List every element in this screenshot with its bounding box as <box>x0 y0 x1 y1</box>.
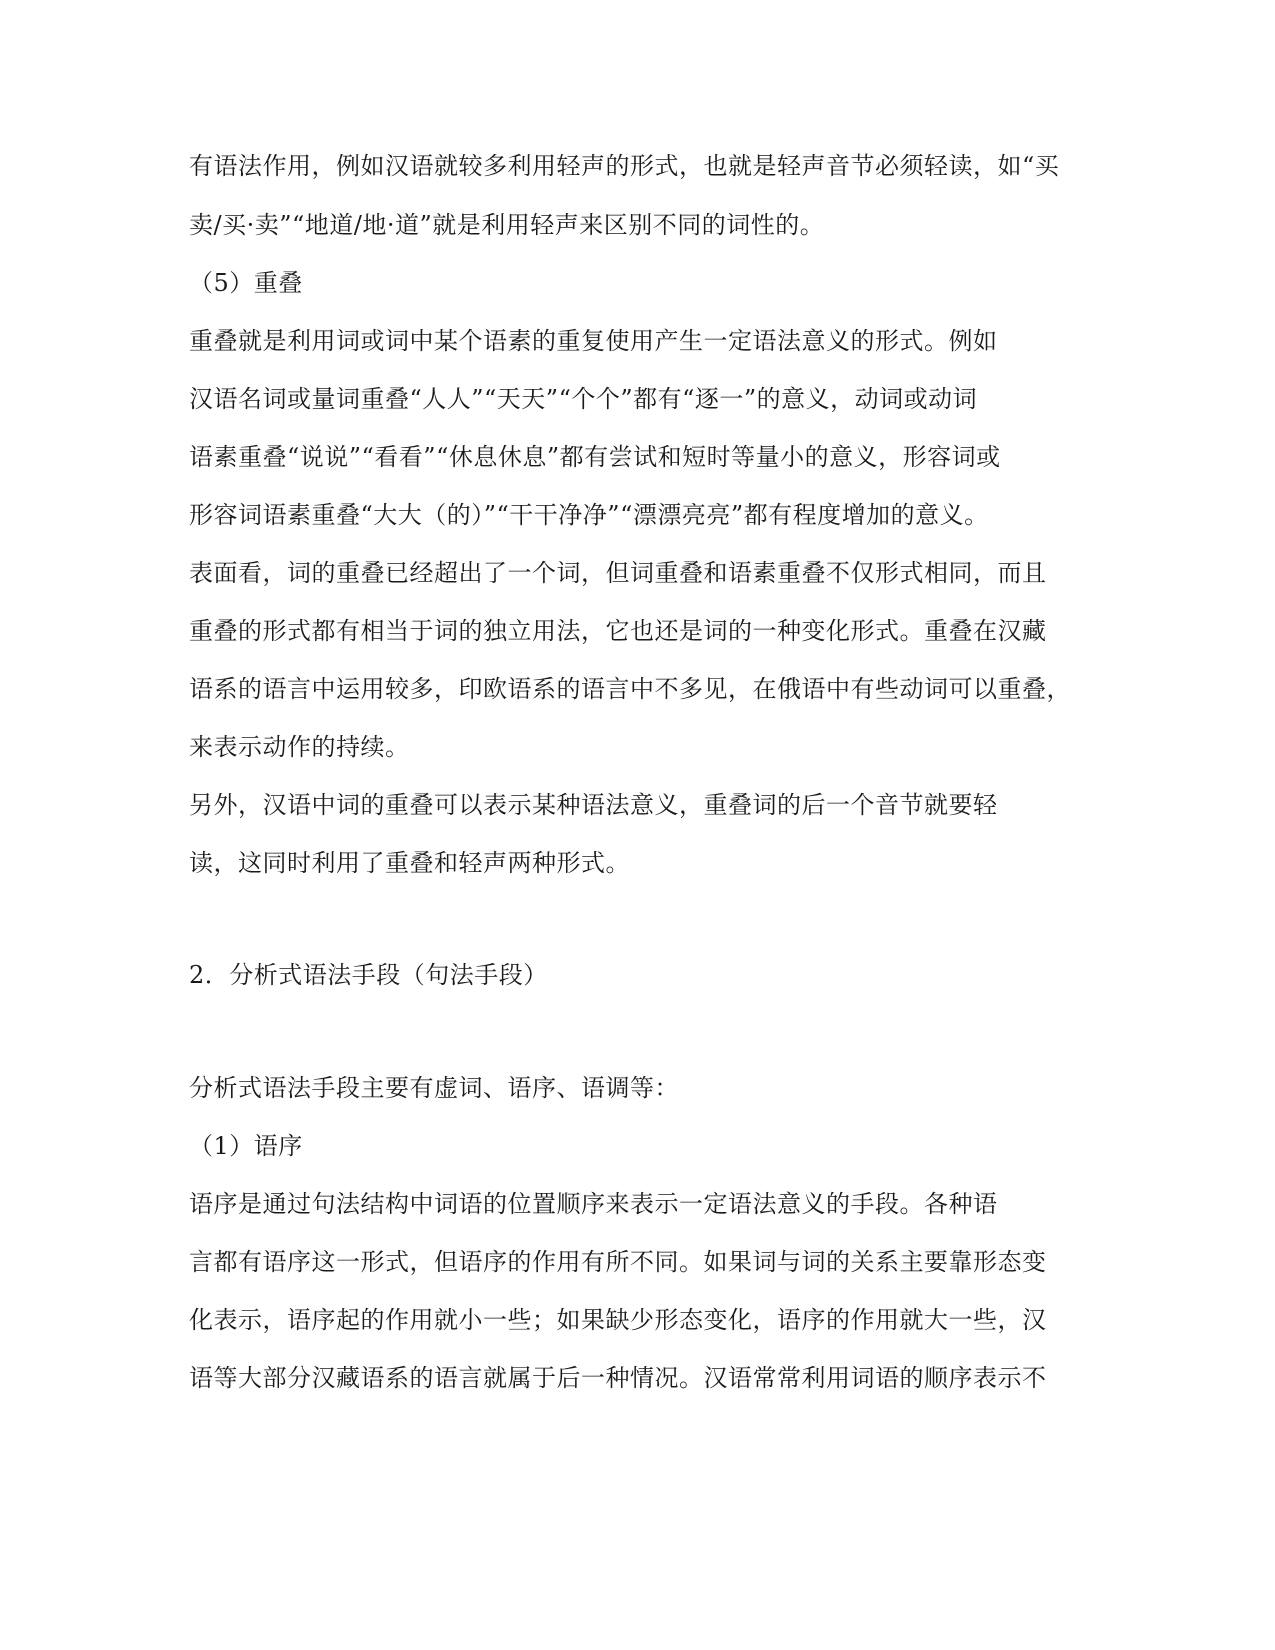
section-heading-analytic-means: 2．分析式语法手段（句法手段） <box>189 961 548 989</box>
paragraph-line: 另外，汉语中词的重叠可以表示某种语法意义，重叠词的后一个音节就要轻 <box>189 791 998 819</box>
section-heading-word-order: （1）语序 <box>189 1132 303 1160</box>
paragraph-line: 重叠就是利用词或词中某个语素的重复使用产生一定语法意义的形式。例如 <box>189 327 998 355</box>
paragraph-line: 语等大部分汉藏语系的语言就属于后一种情况。汉语常常利用词语的顺序表示不 <box>189 1364 1047 1392</box>
paragraph-line: 分析式语法手段主要有虚词、语序、语调等： <box>189 1074 679 1102</box>
paragraph-line: 表面看，词的重叠已经超出了一个词，但词重叠和语素重叠不仅形式相同，而且 <box>189 559 1047 587</box>
paragraph-line: 有语法作用，例如汉语就较多利用轻声的形式，也就是轻声音节必须轻读，如“买 <box>189 152 1060 180</box>
paragraph-line: 语素重叠“说说”“看看”“休息休息”都有尝试和短时等量小的意义，形容词或 <box>189 443 1001 471</box>
paragraph-line: 语系的语言中运用较多，印欧语系的语言中不多见，在俄语中有些动词可以重叠， <box>189 675 1071 703</box>
paragraph-line: 汉语名词或量词重叠“人人”“天天”“个个”都有“逐一”的意义，动词或动词 <box>189 385 978 413</box>
paragraph-line: 形容词语素重叠“大大（的）”“干干净净”“漂漂亮亮”都有程度增加的意义。 <box>189 501 989 529</box>
paragraph-line: 语序是通过句法结构中词语的位置顺序来表示一定语法意义的手段。各种语 <box>189 1190 998 1218</box>
paragraph-line: 读，这同时利用了重叠和轻声两种形式。 <box>189 849 630 877</box>
paragraph-line: 重叠的形式都有相当于词的独立用法，它也还是词的一种变化形式。重叠在汉藏 <box>189 617 1047 645</box>
paragraph-line: 来表示动作的持续。 <box>189 733 410 761</box>
section-heading-reduplication: （5）重叠 <box>189 269 303 297</box>
paragraph-line: 化表示，语序起的作用就小一些；如果缺少形态变化，语序的作用就大一些，汉 <box>189 1306 1047 1334</box>
paragraph-line: 卖/买·卖”“地道/地·道”就是利用轻声来区别不同的词性的。 <box>189 211 825 239</box>
paragraph-line: 言都有语序这一形式，但语序的作用有所不同。如果词与词的关系主要靠形态变 <box>189 1248 1047 1276</box>
